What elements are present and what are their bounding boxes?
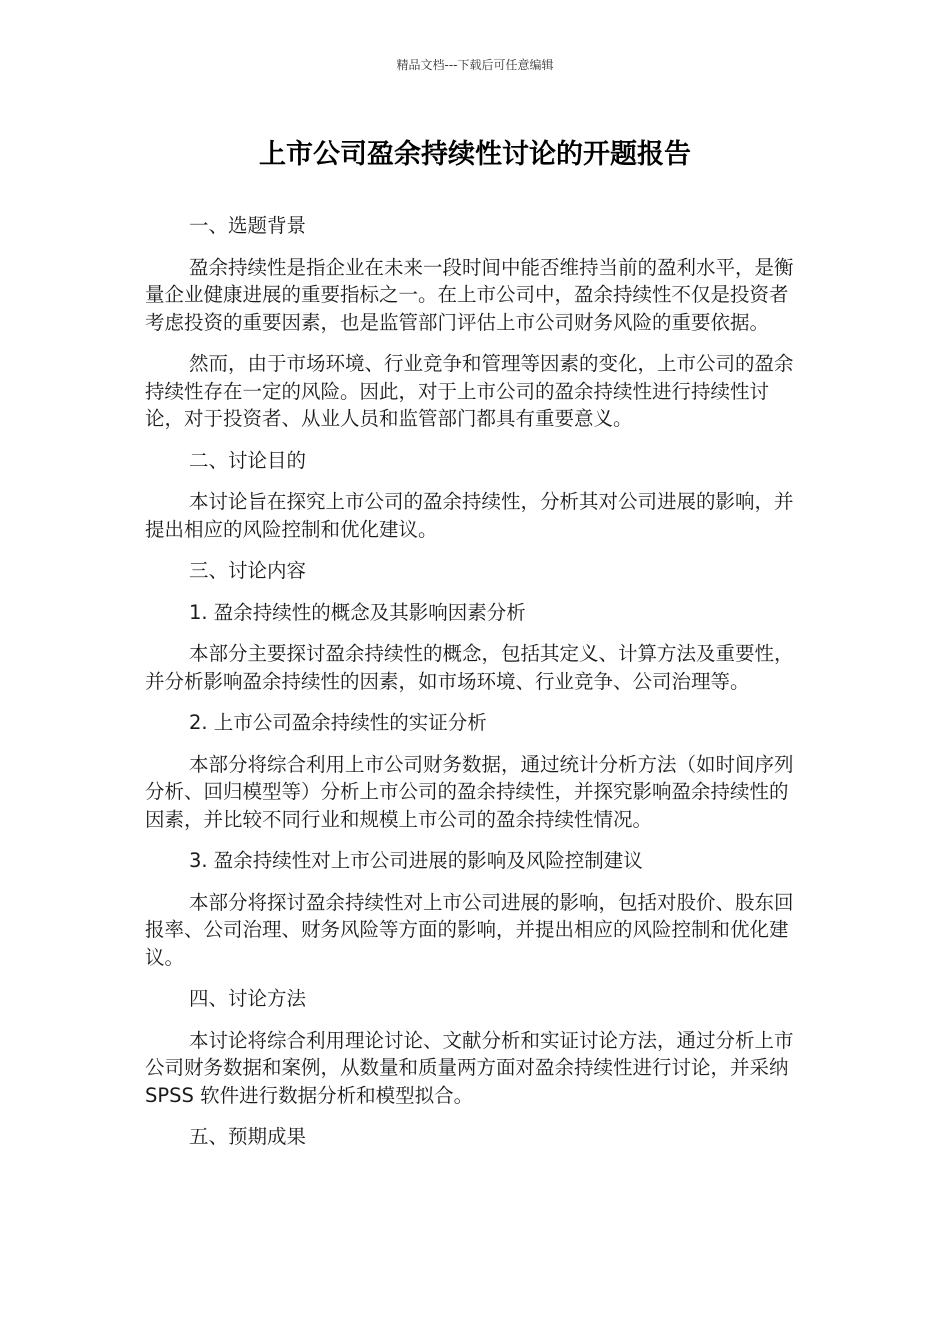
- paragraph-impact: 本部分将探讨盈余持续性对上市公司进展的影响，包括对股价、股东回报率、公司治理、财务风险等方面的影响，并提出相应的风险控制和优化建议。: [145, 890, 794, 969]
- document-title: 上市公司盈余持续性讨论的开题报告: [259, 139, 691, 170]
- subheading-impact: 3. 盈余持续性对上市公司进展的影响及风险控制建议: [189, 849, 643, 872]
- section-heading-expected-results: 五、预期成果: [189, 1125, 307, 1148]
- paragraph-method: 本讨论将综合利用理论讨论、文献分析和实证讨论方法，通过分析上市公司财务数据和案例，从数量和质量两方面对盈余持续性进行讨论，并采纳 SPSS 软件进行数据分析和模型拟合。: [145, 1028, 794, 1107]
- document-body: [145, 212, 805, 1165]
- paragraph-purpose: 本讨论旨在探究上市公司的盈余持续性，分析其对公司进展的影响，并提出相应的风险控制和优化建议。: [145, 490, 794, 541]
- section-heading-purpose: 二、讨论目的: [189, 448, 307, 472]
- paragraph-background-1: 盈余持续性是指企业在未来一段时间中能否维持当前的盈利水平，是衡量企业健康进展的重要指标之一。在上市公司中，盈余持续性不仅是投资者考虑投资的重要因素，也是监管部门评估上市公司财务风险的重要依据。: [145, 255, 794, 334]
- section-heading-content: 三、讨论内容: [189, 559, 307, 582]
- page-header-note: 精品文档---下载后可任意编辑: [396, 58, 554, 72]
- paragraph-background-2: 然而，由于市场环境、行业竞争和管理等因素的变化，上市公司的盈余持续性存在一定的风险。因此，对于上市公司的盈余持续性进行持续性讨论，对于投资者、从业人员和监管部门都具有重要意义。: [145, 352, 794, 430]
- section-heading-method: 四、讨论方法: [189, 987, 307, 1010]
- section-heading-background: 一、选题背景: [189, 214, 307, 237]
- paragraph-empirical: 本部分将综合利用上市公司财务数据，通过统计分析方法（如时间序列分析、回归模型等）分析上市公司的盈余持续性，并探究影响盈余持续性的因素，并比较不同行业和规模上市公司的盈余持续性情况。: [145, 752, 794, 831]
- subheading-concept: 1. 盈余持续性的概念及其影响因素分析: [189, 600, 526, 624]
- subheading-empirical: 2. 上市公司盈余持续性的实证分析: [189, 711, 487, 734]
- paragraph-concept: 本部分主要探讨盈余持续性的概念，包括其定义、计算方法及重要性，并分析影响盈余持续性的因素，如市场环境、行业竞争、公司治理等。: [145, 642, 794, 693]
